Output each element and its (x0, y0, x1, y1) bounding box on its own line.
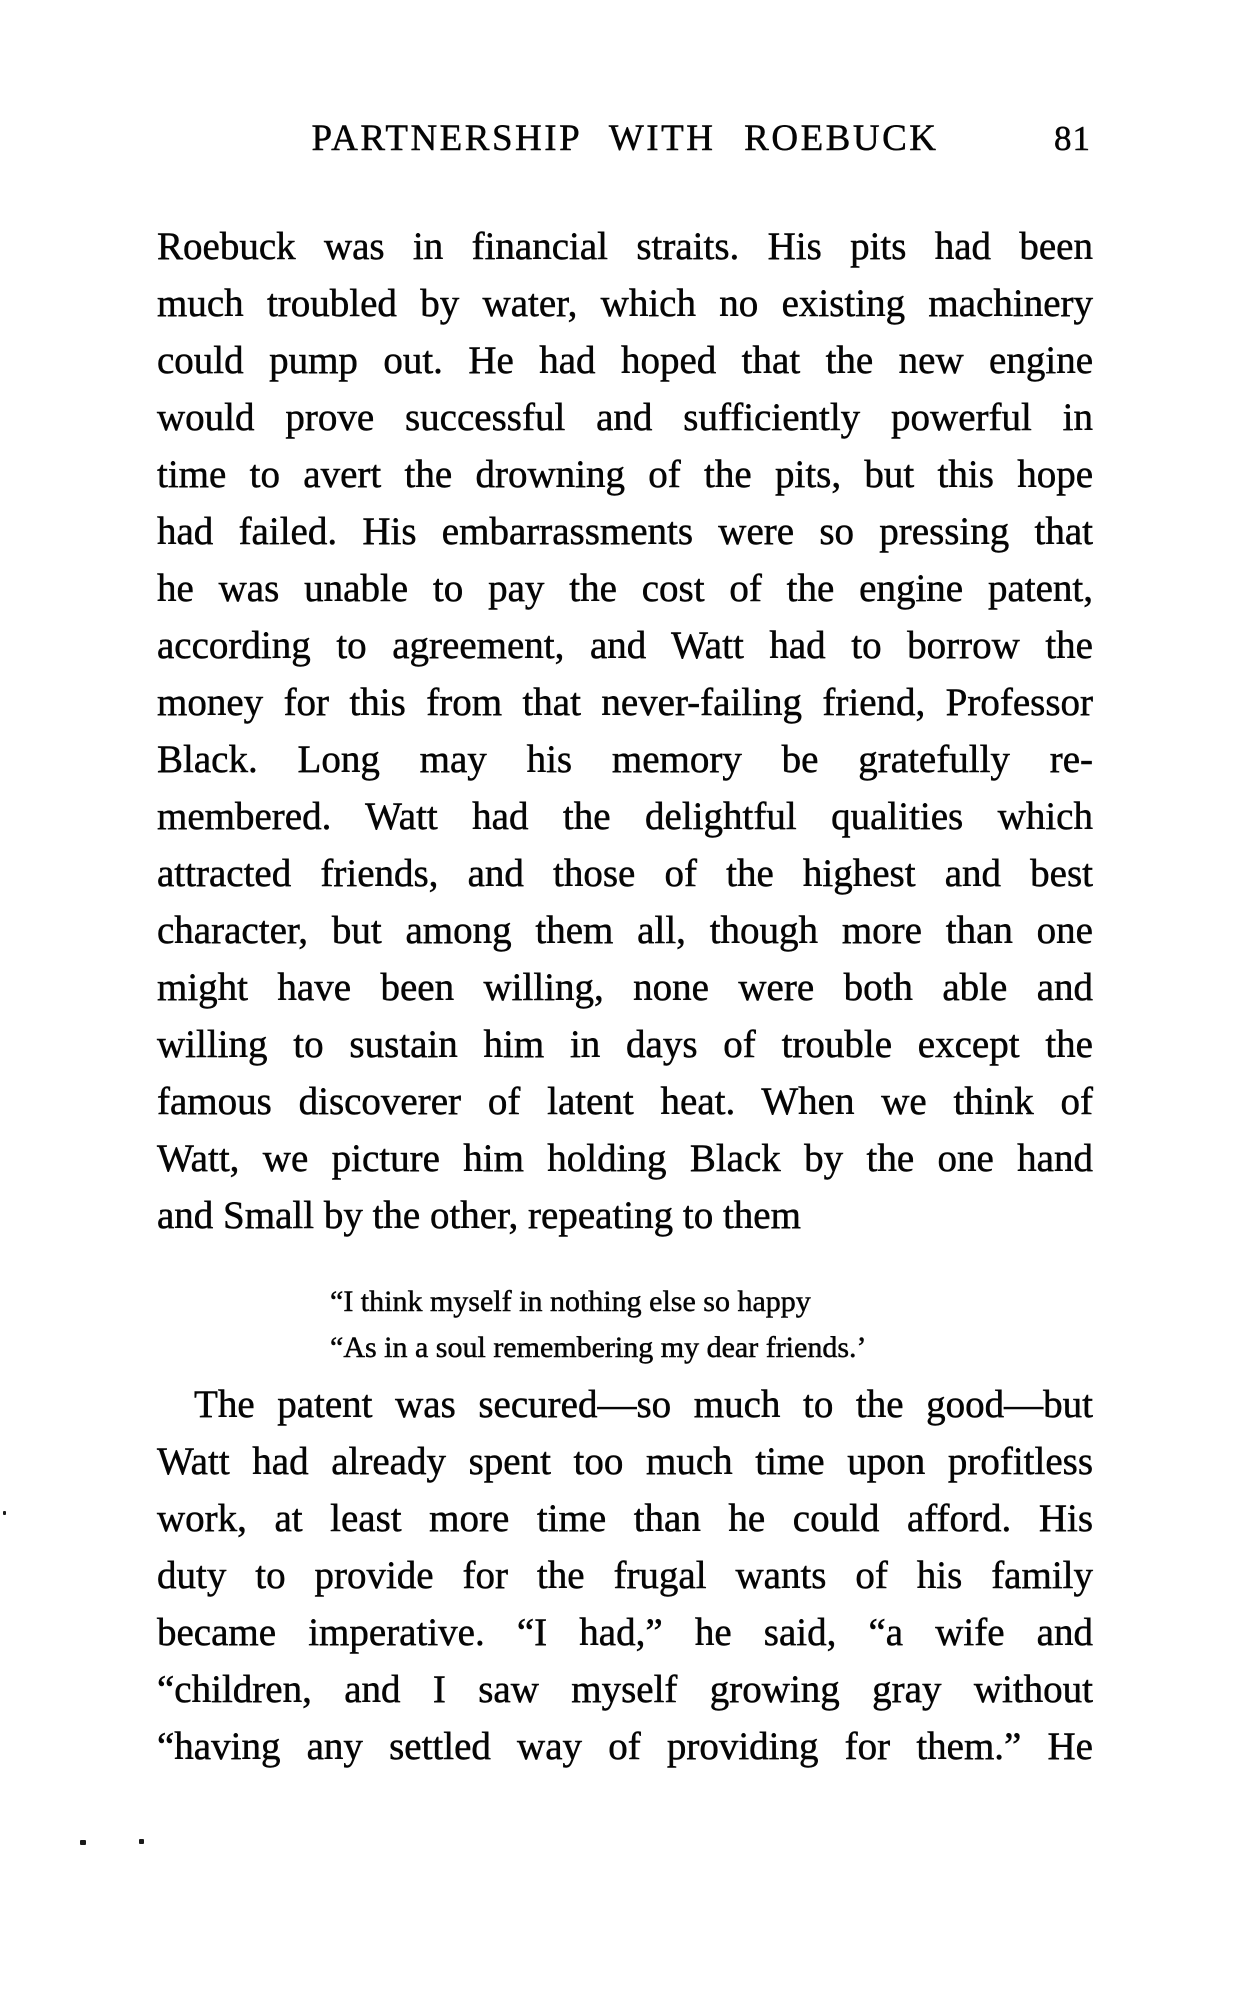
page-title: PARTNERSHIP WITH ROEBUCK (311, 118, 939, 159)
running-header (157, 116, 1093, 162)
body-line: Watt had already spent too much time upon profitless (157, 1440, 1093, 1483)
body-line: became imperative. “I had,” he said, “a wife and (157, 1611, 1093, 1654)
body-line: Roebuck was in financial straits. His pits had been (157, 225, 1093, 268)
body-line: work, at least more time than he could afford. His (157, 1497, 1093, 1540)
body-line: much troubled by water, which no existing machinery (157, 282, 1093, 325)
body-line: membered. Watt had the delightful qualities which (157, 795, 1093, 838)
body-line: had failed. His embarrassments were so pressing that (157, 510, 1093, 553)
scan-speck (3, 1511, 6, 1515)
body-line: “having any settled way of providing for them.” He (157, 1725, 1093, 1768)
verse-line: “I think myself in nothing else so happy (330, 1285, 811, 1318)
page-number: 81 (1054, 119, 1091, 158)
body-line: duty to provide for the frugal wants of his family (157, 1554, 1093, 1597)
body-line: time to avert the drowning of the pits, but this hope (157, 453, 1093, 496)
body-line: he was unable to pay the cost of the engine patent, (157, 567, 1093, 610)
body-line: could pump out. He had hoped that the new engine (157, 339, 1093, 382)
verse-line: “As in a soul remembering my dear friends.’ (330, 1331, 867, 1364)
body-line: money for this from that never-failing friend, Professor (157, 681, 1093, 724)
paragraph-2 (157, 1376, 1093, 1775)
scan-speck (139, 1839, 144, 1844)
body-line: “children, and I saw myself growing gray without (157, 1668, 1093, 1711)
scan-speck (80, 1840, 86, 1845)
body-line: according to agreement, and Watt had to borrow the (157, 624, 1093, 667)
body-line: The patent was secured—so much to the good—but (194, 1383, 1093, 1426)
verse-quotation (330, 1279, 867, 1371)
paragraph-1 (157, 218, 1093, 1244)
body-line: and Small by the other, repeating to them (157, 1194, 801, 1237)
body-line: might have been willing, none were both able and (157, 966, 1093, 1009)
body-line: famous discoverer of latent heat. When we think of (157, 1080, 1093, 1123)
body-line: Black. Long may his memory be gratefully re- (157, 738, 1093, 781)
body-line: attracted friends, and those of the highest and best (157, 852, 1093, 895)
body-line: character, but among them all, though more than one (157, 909, 1093, 952)
body-line: Watt, we picture him holding Black by the one hand (157, 1137, 1093, 1180)
body-line: willing to sustain him in days of trouble except the (157, 1023, 1093, 1066)
body-line: would prove successful and sufficiently powerful in (157, 396, 1093, 439)
